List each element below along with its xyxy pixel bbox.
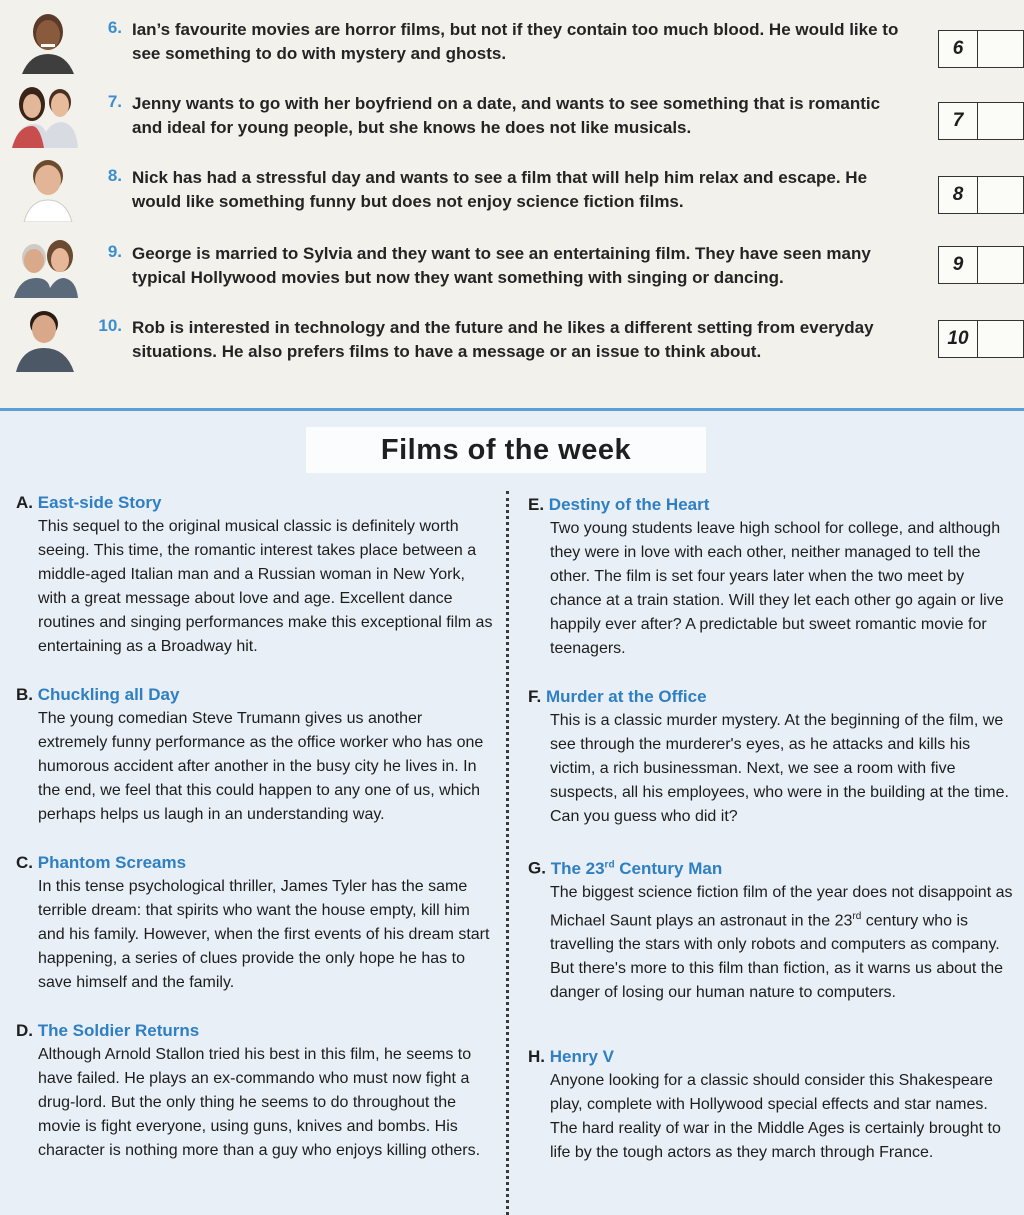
- film-entry: [528, 1045, 1018, 1165]
- film-title: Henry V: [549, 1047, 614, 1066]
- question-text: Nick has had a stressful day and wants to see a film that will help him relax and escape. He would like something funny but does not enjoy science fiction films.: [132, 168, 868, 211]
- film-letter: D.: [16, 1021, 33, 1040]
- person-photo-icon: [8, 306, 78, 372]
- film-heading: [528, 493, 1018, 517]
- answer-box[interactable]: [938, 176, 1024, 214]
- film-title: [551, 859, 723, 878]
- film-heading: [16, 851, 496, 875]
- film-heading: [528, 685, 1018, 709]
- answer-box[interactable]: [938, 320, 1024, 358]
- question-number: 7.: [107, 92, 122, 111]
- answer-box[interactable]: [938, 30, 1024, 68]
- question-number: 8.: [107, 166, 122, 185]
- film-heading: [16, 1019, 496, 1043]
- film-description: In this tense psychological thriller, James Tyler has the same terrible dream: that spirits who want the house empty, kill him and his family. However, when the first events of his dream start happening, a series of clues provide the only hope he has to save himself and the family.: [38, 878, 490, 991]
- questions-section: [0, 0, 1024, 410]
- question-text: Jenny wants to go with her boyfriend on a date, and wants to see something that is romantic and ideal for young people, but she knows he does not like musicals.: [132, 94, 881, 137]
- film-description: Anyone looking for a classic should consider this Shakespeare play, complete with Hollywood special effects and star names. The hard reality of war in the Middle Ages is certainly brought to life by the tough actors as they march through France.: [550, 1072, 1001, 1161]
- film-title: Murder at the Office: [545, 687, 707, 706]
- film-title: Phantom Screams: [37, 853, 187, 872]
- film-entry: [528, 685, 1018, 829]
- question-text: Rob is interested in technology and the future and he likes a different setting from everyday situations. He also prefers films to have a message or an issue to think about.: [132, 318, 874, 361]
- person-photo-icon: [8, 8, 78, 74]
- films-title: Films of the week: [380, 434, 632, 466]
- couple-photo-icon: [8, 82, 78, 148]
- film-entry: [528, 853, 1018, 1005]
- film-letter: C.: [16, 853, 33, 872]
- film-title: East-side Story: [37, 493, 162, 512]
- answer-label: 9: [939, 247, 978, 283]
- films-panel: [0, 411, 1024, 1215]
- film-title: Destiny of the Heart: [548, 495, 710, 514]
- film-description: Two young students leave high school for college, and although they were in love with each other, neither managed to tell the other. The film is set four years later when the two meet by chance at a train station. Will they let each other go again or live happily ever after? A predictable but sweet romantic movie for teenagers.: [550, 520, 1004, 657]
- film-description: The young comedian Steve Trumann gives us another extremely funny performance as the office worker who has one humorous accident after another in the busy city he lives in. In the end, we feel that this could happen to any one of us, which perhaps helps us laugh in an understanding way.: [38, 710, 484, 823]
- answer-box[interactable]: [938, 246, 1024, 284]
- film-description-part: century who is travelling the stars with only robots and computers as company. But there's more to this film than fiction, as it warns us about the danger of losing our human nature to computers.: [550, 911, 1004, 1001]
- film-heading: [16, 683, 496, 707]
- film-entry: [16, 1019, 496, 1163]
- film-description: Although Arnold Stallon tried his best in this film, he seems to have failed. He plays an ex-commando who must now fight a drug-lord. But the only thing he seems to do throughout the movie is fight everyone, using guns, knives and bombs. His character is nothing more than a guy who enjoys killing others.: [38, 1046, 481, 1159]
- film-letter: H.: [528, 1047, 545, 1066]
- film-title: Chuckling all Day: [37, 685, 180, 704]
- person-photo-icon: [8, 156, 78, 222]
- film-letter: B.: [16, 685, 33, 704]
- film-letter: A.: [16, 493, 33, 512]
- answer-box[interactable]: [938, 102, 1024, 140]
- film-letter: G.: [528, 858, 546, 878]
- film-description: [550, 881, 1018, 1005]
- question-text: Ian’s favourite movies are horror films, but not if they contain too much blood. He would like to see something to do with mystery and ghosts.: [132, 20, 899, 63]
- film-title-superscript: rd: [604, 859, 615, 870]
- film-title-part: Century Man: [614, 858, 723, 878]
- film-entry: [16, 683, 496, 827]
- film-letter: F.: [528, 687, 542, 706]
- film-heading: [528, 1045, 1018, 1069]
- film-entry: [528, 493, 1018, 661]
- answer-label: 7: [939, 103, 978, 139]
- answer-label: 10: [939, 321, 978, 357]
- question-number: 10.: [98, 316, 122, 335]
- film-heading: [528, 853, 1018, 881]
- answer-label: 6: [939, 31, 978, 67]
- question-number: 9.: [107, 242, 122, 261]
- film-title: The Soldier Returns: [37, 1021, 200, 1040]
- couple-photo-icon: [8, 232, 78, 298]
- film-letter: E.: [528, 495, 545, 514]
- film-description: This is a classic murder mystery. At the beginning of the film, we see through the murderer's eyes, as he attacks and kills his victim, a rich businessman. Next, we see a room with five suspects, all his employees, who were in the building at the time. Can you guess who did it?: [550, 712, 1009, 825]
- film-description-superscript: rd: [852, 910, 862, 922]
- film-heading: [16, 491, 496, 515]
- question-number: 6.: [107, 18, 122, 37]
- answer-label: 8: [939, 177, 978, 213]
- column-divider: [506, 491, 509, 1215]
- film-title-part: The 23: [550, 858, 605, 878]
- film-entry: [16, 491, 496, 659]
- film-description: This sequel to the original musical classic is definitely worth seeing. This time, the romantic interest takes place between a middle-aged Italian man and a Russian woman in New York, with a great message about love and age. Excellent dance routines and singing performances make this exceptional film as entertaining as a Broadway hit.: [38, 518, 493, 655]
- film-description-part: The biggest science fiction film of the year does not disappoint as Michael Saunt plays an astronaut in the 23: [550, 883, 1013, 929]
- film-entry: [16, 851, 496, 995]
- question-text: George is married to Sylvia and they want to see an entertaining film. They have seen many typical Hollywood movies but now they want something with singing or dancing.: [132, 244, 871, 287]
